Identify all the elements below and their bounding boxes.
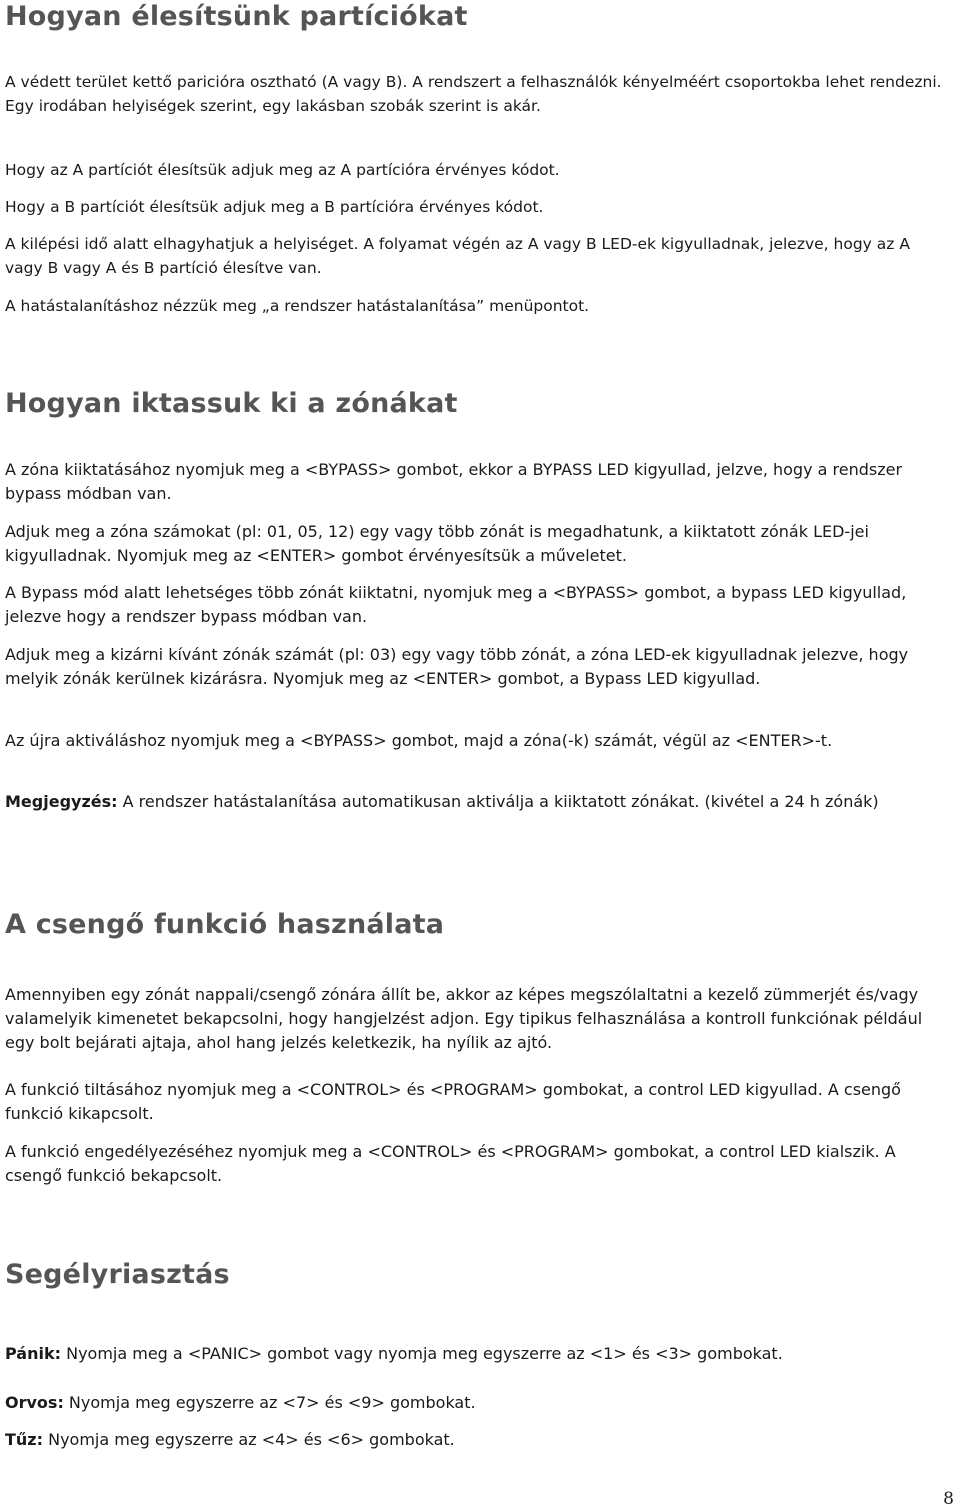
paragraph: A zóna kiiktatásához nyomjuk meg a <BYPASS> gombot, ekkor a BYPASS LED kigyullad, jelzve, hogy a rendszer bypass módban van. [5,460,903,503]
note-label: Megjegyzés: [5,792,118,811]
paragraph: A funkció engedélyezéséhez nyomjuk meg a <CONTROL> és <PROGRAM> gombokat, a control LED kialszik. A csengő funkció bekapcsolt. [5,1142,896,1185]
emergency-label: Tűz: [5,1430,44,1449]
emergency-label: Pánik: [5,1344,62,1363]
paragraph: Hogy az A partíciót élesítsük adjuk meg az A partícióra érvényes kódot. [5,161,560,179]
paragraph: A kilépési idő alatt elhagyhatjuk a helyiséget. A folyamat végén az A vagy B LED-ek kigyulladnak, jelezve, hogy az A vagy B vagy A és B partíció élesítve van. [5,235,910,277]
section-title-partitions: Hogyan élesítsünk partíciókat [5,1,468,32]
note-paragraph [5,790,950,814]
emergency-text: Nyomja meg egyszerre az <4> és <6> gombokat. [43,1430,455,1449]
paragraph: Adjuk meg a kizárni kívánt zónák számát (pl: 03) egy vagy több zónát, a zóna LED-ek kigyulladnak jelezve, hogy melyik zónák kerülnek kizárásra. Nyomjuk meg az <ENTER> gombot, a Bypass LED kigyullad. [5,645,909,688]
paragraph: A védett terület kettő paricióra osztható (A vagy B). A rendszert a felhasználók kényelméért csoportokba lehet rendezni. Egy irodában helyiségek szerint, egy lakásban szobák szerint is akár. [5,73,942,115]
emergency-item-panic [5,1342,950,1366]
emergency-item-medical [5,1391,950,1415]
paragraph: Amennyiben egy zónát nappali/csengő zónára állít be, akkor az képes megszólaltatni a kezelő zümmerjét és/vagy valamelyik kimenetet bekapcsolni, hogy hangjelzést adjon. Egy tipikus felhasználása a kontroll funkciónak például egy bolt bejárati ajtaja, ahol hang jelzés keletkezik, ha nyílik az ajtó. [5,985,923,1052]
section-title-bypass: Hogyan iktassuk ki a zónákat [5,388,458,419]
section-title-emergency: Segélyriasztás [5,1259,230,1290]
emergency-item-fire [5,1428,950,1452]
emergency-text: Nyomja meg egyszerre az <7> és <9> gombokat. [63,1393,476,1412]
emergency-text: Nyomja meg a <PANIC> gombot vagy nyomja meg egyszerre az <1> és <3> gombokat. [61,1344,783,1363]
paragraph: A Bypass mód alatt lehetséges több zónát kiiktatni, nyomjuk meg a <BYPASS> gombot, a bypass LED kigyullad, jelezve hogy a rendszer bypass módban van. [5,583,907,626]
page-number: 8 [943,1489,954,1509]
paragraph: Adjuk meg a zóna számokat (pl: 01, 05, 12) egy vagy több zónát is megadhatunk, a kiiktatott zónák LED-jei kigyulladnak. Nyomjuk meg az <ENTER> gombot érvényesítsük a műveletet. [5,522,869,565]
note-text: A rendszer hatástalanítása automatikusan aktiválja a kiiktatott zónákat. (kivétel a 24 h zónák) [117,792,879,811]
emergency-label: Orvos: [5,1393,64,1412]
paragraph: A funkció tiltásához nyomjuk meg a <CONTROL> és <PROGRAM> gombokat, a control LED kigyullad. A csengő funkció kikapcsolt. [5,1080,901,1123]
section-title-chime: A csengő funkció használata [5,909,445,940]
paragraph: Az újra aktiváláshoz nyomjuk meg a <BYPASS> gombot, majd a zóna(-k) számát, végül az <ENTER>-t. [5,731,833,750]
paragraph: Hogy a B partíciót élesítsük adjuk meg a B partícióra érvényes kódot. [5,198,544,216]
paragraph: A hatástalanításhoz nézzük meg „a rendszer hatástalanítása” menüpontot. [5,297,590,315]
